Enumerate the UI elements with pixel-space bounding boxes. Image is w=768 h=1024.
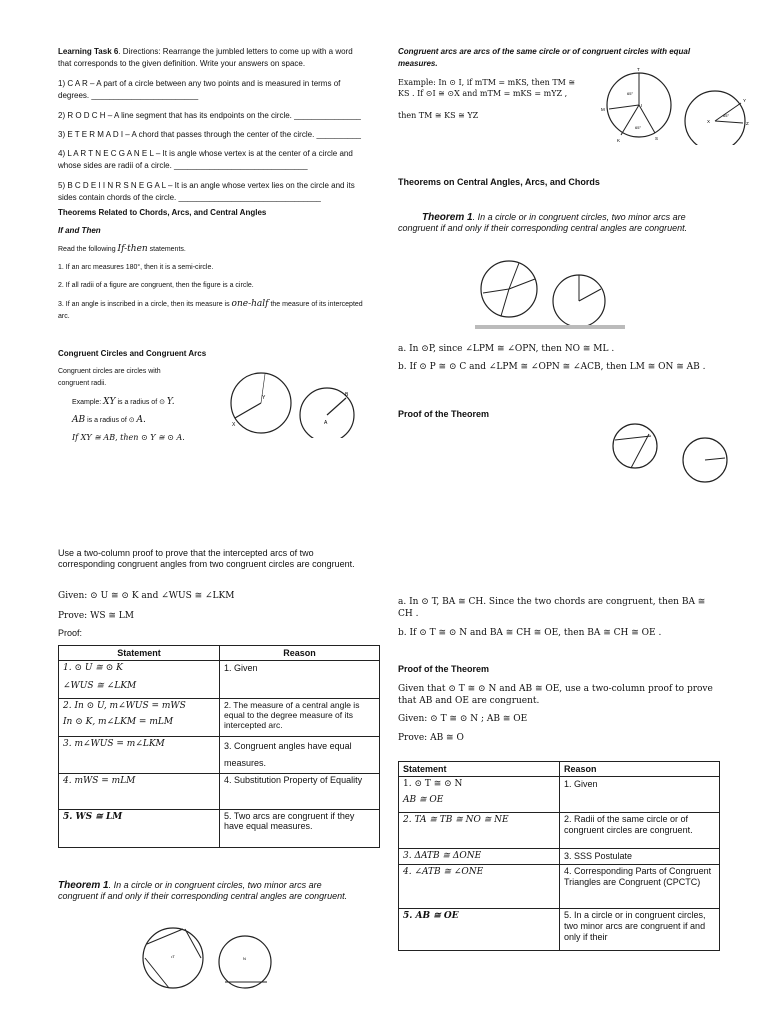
- example-line-3: If XY ≅ AB, then ⊙ Y ≅ ⊙ A.: [72, 433, 185, 442]
- label-x: X: [232, 422, 236, 428]
- header-reason-right: Reason: [560, 762, 720, 777]
- table-row: [59, 661, 380, 699]
- central-angles-heading: Theorems on Central Angles, Arcs, and Chords: [398, 177, 600, 187]
- theorem-1-left: [58, 880, 358, 902]
- line-b-right: b. If ⊙ P ≅ ⊙ C and ∠LPM ≅ ∠OPN ≅ ∠ACB, then LM ≅ ON ≅ AB .: [398, 362, 706, 372]
- radius-p4: [501, 289, 509, 316]
- label-t: T: [637, 67, 640, 72]
- item-4: 4) L A R T N E C G A N E L – It is angle whose vertex is at the center of a circle and whose sides are radii of a circle. ______________________________: [58, 149, 353, 170]
- statement-2: 2. If all radii of a figure are congruent, then the figure is a circle.: [58, 282, 254, 289]
- radius-c2: [579, 289, 601, 301]
- table-row: [399, 909, 720, 951]
- circle-n-left: [219, 936, 271, 988]
- congruent-circles-heading: Congruent Circles and Congruent Arcs: [58, 349, 207, 358]
- if-then-math: If-then: [117, 244, 148, 254]
- statement-cell: 4. mWS = mLM: [59, 774, 220, 810]
- jumbled-items: [58, 78, 370, 204]
- label-b: B: [345, 392, 349, 398]
- a-math: A.: [136, 415, 146, 425]
- table-row: [399, 849, 720, 865]
- angle-label-2: 65°: [635, 125, 642, 130]
- radius-xy: [235, 403, 261, 418]
- statement-3-prefix: 3. If an angle is inscribed in a circle, then its measure is: [58, 301, 230, 308]
- item-5: 5) B C D E I I N R S N E G A L – It is an angle whose vertex lies on the circle and its sides contain chords of the circle. ________________________________: [58, 181, 355, 202]
- line-b2-right: b. If ⊙ T ≅ ⊙ N and BA ≅ CH ≅ OE, then BA ≅ CH ≅ OE .: [398, 628, 662, 638]
- table-row: [399, 813, 720, 849]
- reason-cell: 3. Congruent angles have equal measures.: [220, 737, 380, 774]
- prove-left: Prove: WS ≅ LM: [58, 611, 134, 621]
- example-line-1: [72, 397, 222, 408]
- theorem1-figure-right: [475, 253, 625, 331]
- one-half-math: one-half: [231, 299, 269, 309]
- label-s: S: [655, 136, 659, 141]
- arcs-example-then: then TM ≅ KS ≅ YZ: [398, 111, 479, 120]
- label-z: Z: [746, 121, 749, 126]
- small-label: •T: [171, 954, 175, 959]
- reason-cell: 4. Substitution Property of Equality: [220, 774, 380, 810]
- congruent-circles-def: Congruent circles are circles with congruent radii.: [58, 368, 161, 387]
- xy-math: XY: [103, 397, 116, 407]
- reason-cell: 2. Radii of the same circle or of congruent circles are congruent.: [560, 813, 720, 849]
- congruent-arcs-def: Congruent arcs are arcs of the same circle or of congruent circles with equal measures.: [398, 47, 691, 68]
- reason-cell: 2. The measure of a central angle is equal to the degree measure of its intercepted arc.: [220, 699, 380, 737]
- reason-cell: 4. Corresponding Parts of Congruent Triangles are Congruent (CPCTC): [560, 865, 720, 909]
- angle-label-1: 65°: [627, 91, 634, 96]
- table-row: [59, 810, 380, 848]
- radius-ab: [327, 398, 346, 415]
- theorem-1-text: . In a circle or in congruent circles, two minor arcs are congruent if and only if their corresponding central angles are congruent.: [58, 880, 348, 901]
- example-line-2: [72, 415, 222, 426]
- learning-task-intro: . Directions: Rearrange the jumbled letters to come up with a word that corresponds to the given definition. Write your answers on space.: [58, 47, 353, 68]
- reason-cell: 5. Two arcs are congruent if they have equal measures.: [220, 810, 380, 848]
- table-row: [399, 777, 720, 813]
- header-statement-right: Statement: [399, 762, 560, 777]
- item-3: 3) E T E R M A D I – A chord that passes through the center of the circle. __________: [58, 130, 361, 139]
- statement-3-suffix: the measure of its intercepted arc.: [58, 301, 363, 320]
- if-then-heading: If and Then: [58, 226, 101, 235]
- reason-cell: 3. SSS Postulate: [560, 849, 720, 865]
- table-row: [59, 699, 380, 737]
- radius-p1: [509, 263, 519, 289]
- proof-heading-2: Proof of the Theorem: [398, 664, 490, 674]
- statement-cell: 3. ΔATB ≅ ΔONE: [399, 849, 560, 865]
- statement-cell: 1. ⊙ U ≅ ⊙ K ∠WUS ≅ ∠LKM: [59, 661, 220, 699]
- theorem-1-label: Theorem 1: [58, 880, 109, 891]
- statement-cell: 5. WS ≅ LM: [59, 810, 220, 848]
- theorems-heading: Theorems Related to Chords, Arcs, and Central Angles: [58, 208, 267, 217]
- item-2: 2) R O D C H – A line segment that has its endpoints on the circle. _______________: [58, 111, 361, 120]
- given-left: Given: ⊙ U ≅ ⊙ K and ∠WUS ≅ ∠LKM: [58, 591, 235, 601]
- statement-cell: 2. In ⊙ U, m∠WUS = mWS In ⊙ K, m∠LKM = mLM: [59, 699, 220, 737]
- reason-cell: 1. Given: [560, 777, 720, 813]
- prove-right: Prove: AB ≅ O: [398, 733, 464, 743]
- example-text-2: is a radius of ⊙: [87, 417, 135, 424]
- example-text-1: is a radius of ⊙: [117, 399, 165, 406]
- small-label: N: [243, 956, 246, 961]
- proof2-intro: Given that ⊙ T ≅ ⊙ N and AB ≅ OE, use a two-column proof to prove that AB and OE are congruent.: [398, 684, 713, 706]
- label-y: Y: [262, 395, 266, 401]
- label-k: K: [617, 138, 621, 143]
- label-a: A: [324, 420, 328, 426]
- table-header: [59, 646, 380, 661]
- theorem1-circles-left: [135, 918, 285, 996]
- statement-3: [58, 298, 368, 323]
- read-following-suffix: statements.: [149, 246, 186, 253]
- read-following-prefix: Read the following: [58, 246, 116, 253]
- statement-1: 1. If an arc measures 180°, then it is a semi-circle.: [58, 264, 214, 271]
- reason-cell: 1. Given: [220, 661, 380, 699]
- label-i: I: [641, 103, 643, 108]
- table-row: [59, 774, 380, 810]
- congruent-circles-figure: [225, 368, 365, 438]
- statement-cell: 1. ⊙ T ≅ ⊙ N AB ≅ OE: [399, 777, 560, 813]
- line-a-right: a. In ⊙P, since ∠LPM ≅ ∠OPN, then NO ≅ ML .: [398, 344, 615, 354]
- angle-label-3: 65°: [723, 113, 730, 118]
- label-m: M: [601, 107, 605, 112]
- proof-label: Proof:: [58, 628, 83, 638]
- header-reason: Reason: [220, 646, 380, 661]
- given-right: Given: ⊙ T ≅ ⊙ N ; AB ≅ OE: [398, 714, 528, 724]
- theorem-1-right: [398, 212, 716, 234]
- radius-xz: [715, 121, 743, 123]
- theorem-1-text-right: . In a circle or in congruent circles, two minor arcs are congruent if and only if their corresponding central angles are congruent.: [398, 212, 688, 233]
- read-following: [58, 244, 368, 255]
- proof-table-left: [58, 645, 380, 848]
- proof-figure-right: [605, 418, 755, 488]
- table-row: [399, 865, 720, 909]
- statement-cell: 2. TA ≅ TB ≅ NO ≅ NE: [399, 813, 560, 849]
- table-header: [399, 762, 720, 777]
- header-statement: Statement: [59, 646, 220, 661]
- reason-cell: 5. In a circle or in congruent circles, two minor arcs are congruent if and only if their: [560, 909, 720, 951]
- radius-xy-r: [715, 103, 741, 121]
- circle-x: [685, 91, 745, 145]
- proof-heading-1: Proof of the Theorem: [398, 409, 490, 419]
- label-y-r: Y: [743, 98, 747, 103]
- learning-task-block: [58, 46, 368, 70]
- radius-im: [609, 105, 639, 109]
- label-x-r: X: [707, 119, 711, 124]
- y-math: Y.: [166, 397, 175, 407]
- theorem-1-label-right: Theorem 1: [422, 212, 473, 223]
- proof-intro: Use a two-column proof to prove that the intercepted arcs of two corresponding congruent angles from two congruent circles are congruent.: [58, 548, 355, 569]
- radius-ik: [621, 105, 642, 135]
- learning-task-title: Learning Task 6: [58, 47, 119, 56]
- table-row: [59, 737, 380, 774]
- figure-baseline: [475, 325, 625, 329]
- statement-cell: 4. ∠ATB ≅ ∠ONE: [399, 865, 560, 909]
- example-label: Example:: [72, 399, 102, 406]
- chord-oe-right: [705, 458, 725, 460]
- proof-table-right: [398, 761, 720, 951]
- radius-is: [639, 105, 655, 133]
- chord-ch: [631, 434, 649, 468]
- statement-cell: 5. AB ≅ OE: [399, 909, 560, 951]
- arcs-example: Example: In ⊙ I, if mTM = mKS, then TM ≅ KS . If ⊙I ≅ ⊙X and mTM = mKS = mYZ ,: [398, 78, 576, 98]
- line-a2-right: a. In ⊙ T, BA ≅ CH. Since the two chords are congruent, then BA ≅ CH .: [398, 597, 706, 619]
- item-1: 1) C A R – A part of a circle between any two points and is measured in terms of degrees. ________________________: [58, 79, 341, 100]
- radius-p3: [483, 289, 509, 293]
- radius-p2: [509, 279, 535, 289]
- congruent-arcs-figure: [595, 65, 765, 145]
- ab-math: AB: [72, 415, 86, 425]
- statement-cell: 3. m∠WUS = m∠LKM: [59, 737, 220, 774]
